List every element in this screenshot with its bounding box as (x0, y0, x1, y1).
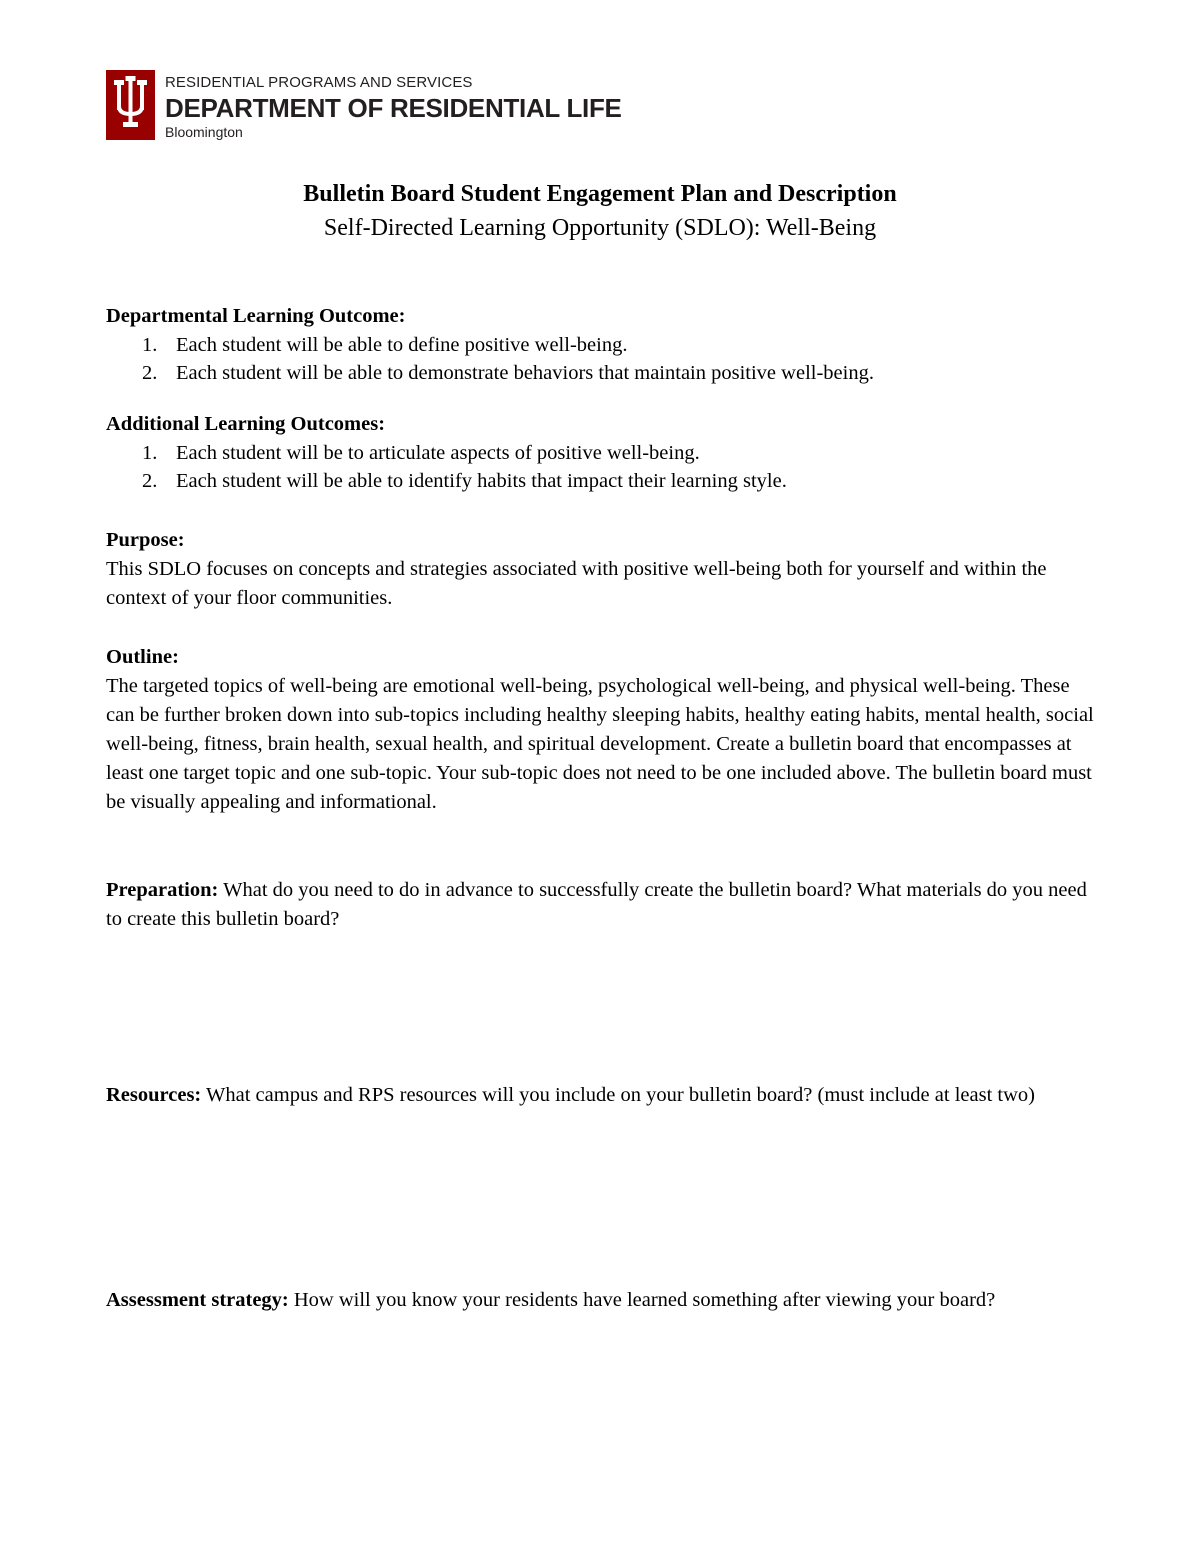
resources-section (106, 1081, 1096, 1110)
list-item (106, 331, 1096, 359)
section-prompt: What campus and RPS resources will you include on your bulletin board? (must include at least two) (206, 1084, 1035, 1106)
assessment-section (106, 1286, 1096, 1315)
outline-section (106, 643, 1096, 817)
list-text: Each student will be able to demonstrate behaviors that maintain positive well-being. (176, 362, 874, 384)
list-text: Each student will be able to identify habits that impact their learning style. (176, 470, 787, 492)
section-label: Resources: (106, 1084, 202, 1106)
purpose-section (106, 526, 1096, 613)
section-text (106, 876, 1096, 934)
section-heading: Additional Learning Outcomes: (106, 413, 386, 435)
section-text (106, 1081, 1096, 1110)
list-number: 2. (142, 362, 158, 384)
preparation-section (106, 876, 1096, 934)
list-item (106, 467, 1096, 495)
section-text: This SDLO focuses on concepts and strategies associated with positive well-being both for yourself and within the context of your floor communities. (106, 558, 1047, 609)
outcome-list (106, 331, 1096, 387)
outcome-list (106, 439, 1096, 495)
departmental-outcome-section (106, 302, 1096, 387)
section-prompt: How will you know your residents have learned something after viewing your board? (293, 1289, 996, 1311)
section-heading: Outline: (106, 646, 179, 668)
list-item (106, 359, 1096, 387)
campus-name: Bloomington (165, 124, 243, 140)
list-text: Each student will be to articulate aspects of positive well-being. (176, 442, 700, 464)
section-prompt: What do you need to do in advance to successfully create the bulletin board? What materials do you need to create this bulletin board? (106, 879, 1087, 930)
list-text: Each student will be able to define positive well-being. (176, 334, 628, 356)
document-title: Bulletin Board Student Engagement Plan and Description (303, 181, 897, 207)
list-number: 1. (142, 442, 158, 464)
section-label: Assessment strategy: (106, 1289, 289, 1311)
department-name: DEPARTMENT OF RESIDENTIAL LIFE (165, 93, 622, 123)
section-heading: Purpose: (106, 529, 185, 551)
section-heading: Departmental Learning Outcome: (106, 305, 406, 327)
section-text (106, 1286, 1096, 1315)
program-name: RESIDENTIAL PROGRAMS AND SERVICES (165, 74, 473, 91)
list-item (106, 439, 1096, 467)
list-number: 2. (142, 470, 158, 492)
document-subtitle: Self-Directed Learning Opportunity (SDLO): Well-Being (323, 215, 877, 241)
list-number: 1. (142, 334, 158, 356)
additional-outcomes-section (106, 410, 1096, 495)
section-label: Preparation: (106, 879, 219, 901)
iu-trident-icon (106, 70, 155, 140)
section-text: The targeted topics of well-being are emotional well-being, psychological well-being, and physical well-being. These can be further broken down into sub-topics including healthy sleeping habits, healthy eating habits, mental health, social well-being, fitness, brain health, sexual health, and spiritual development. Create a bulletin board that encompasses at least one target topic and one sub-topic. Your sub-topic does not need to be one included above. The bulletin board must be visually appealing and informational. (106, 675, 1094, 813)
department-wordmark (165, 74, 622, 140)
